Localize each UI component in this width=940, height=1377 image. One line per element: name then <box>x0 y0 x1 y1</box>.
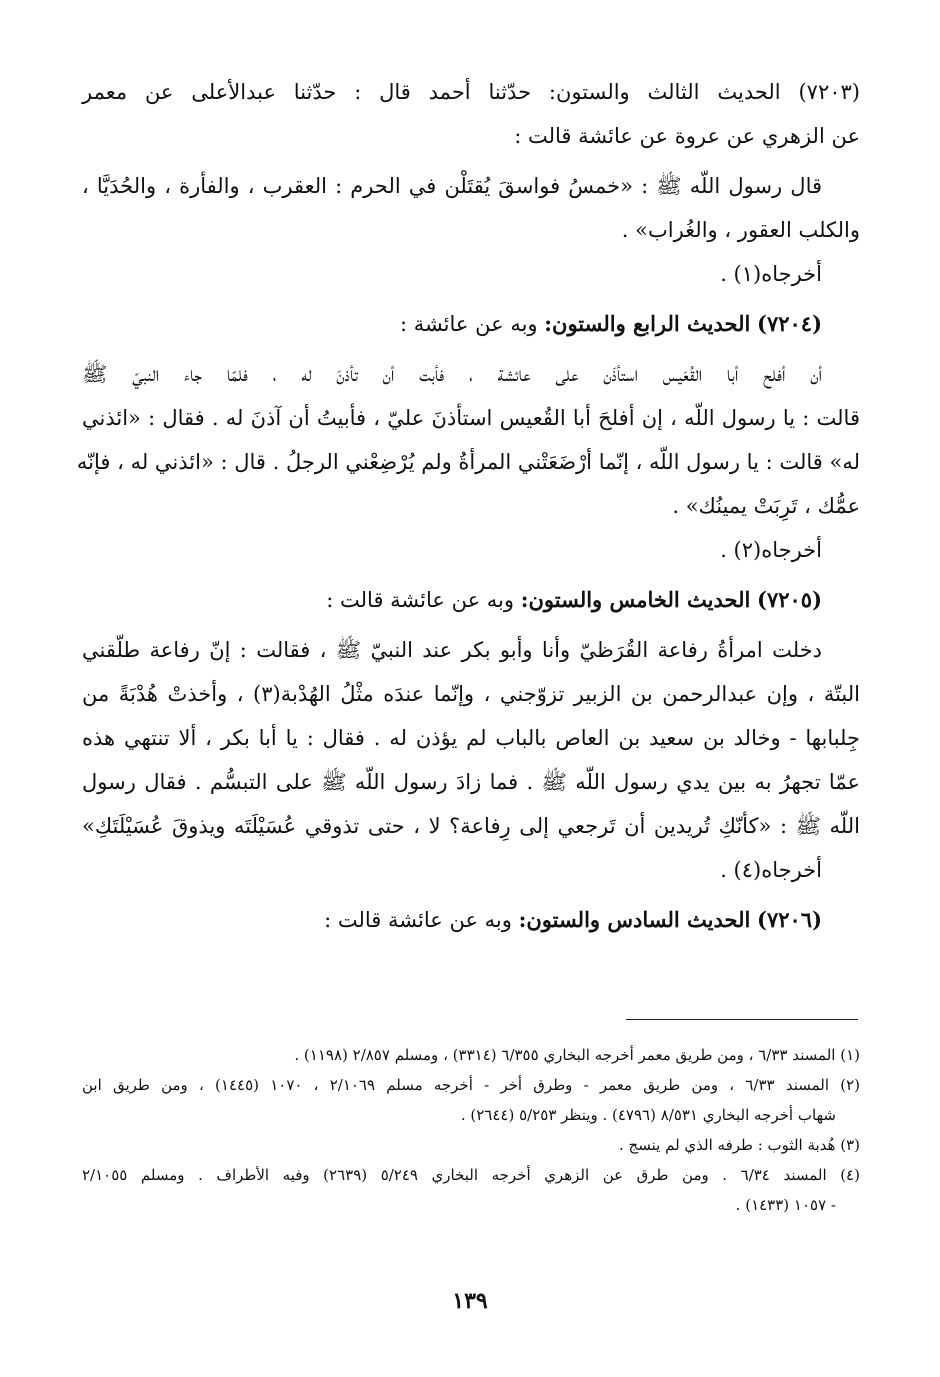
hadith-text-line: أن أفلح أبا القُعَيس استأذَن على عائشة ، فأبت أن تأذنَ له ، فلمّا جاء النبيّ ﷺ <box>82 362 822 386</box>
hadith-number: (٧٢٠٦) <box>757 907 822 932</box>
footnote-4: (٤) المسند ٦/٣٤ . ومن طرق عن الزهري أخرجه البخاري ٥/٢٤٩ (٢٦٣٩) وفيه الأطراف . ومسلم ٢/١٠٥٥ <box>82 1166 860 1184</box>
hadith-text-line: البتّة ، وإن عبدالرحمن بن الزبير تزوّجني ، وإنّما عندَه مثْلُ الهُدْبة(٣) ، وأخذتْ هُدْبَةً من <box>82 682 860 706</box>
footnote-divider <box>626 1019 858 1020</box>
hadith-title: الحديث الثالث والستون: <box>548 80 781 104</box>
footnotes <box>82 1040 860 1220</box>
footnote-2: (٢) المسند ٦/٣٣ ، ومن طريق معمر - وطرق أخر - أخرجه مسلم ٢/١٠٦٩ ، ١٠٧٠ (١٤٤٥) ، ومن طريق ابن <box>82 1076 860 1094</box>
hadith-number: (٧٢٠٣) <box>798 80 860 104</box>
hadith-heading <box>82 578 860 622</box>
hadith-text-line: عمّا تجهرُ به بين يدي رسول اللّه ﷺ . فما زادَ رسول اللّه ﷺ على التبسُّم . فقال رسول <box>82 770 861 794</box>
hadith-7203 <box>82 70 860 296</box>
takhrij: أخرجاه(١) . <box>720 262 822 286</box>
footnote-4-continued: - ١٠٥٧ (١٤٣٣) . <box>735 1196 836 1214</box>
hadith-text-line: عمُّك ، تَرِبَتْ يمينُك» . <box>672 494 860 518</box>
hadith-text-line: قال رسول اللّه ﷺ : «خمسُ فواسقَ يُقتَلْن في الحرم : العقرب ، والفأرة ، والحُدَيَّا ، <box>82 174 822 198</box>
hadith-heading <box>82 70 860 114</box>
hadith-text-line: قالت : يا رسول اللّه ، إن أفلحَ أبا القُعيس استأذنَ عليّ ، فأبيتُ أن آذنَ له . فقال : «ائذني <box>82 406 860 430</box>
hadith-heading <box>82 302 860 346</box>
hadith-title: الحديث السادس والستون: <box>518 907 751 932</box>
footnote-3: (٣) هُدبة الثوب : طرفه الذي لم ينسج . <box>619 1136 860 1154</box>
hadith-title: الحديث الخامس والستون: <box>520 587 751 612</box>
hadith-text-line: والكلب العقور ، والغُراب» . <box>621 218 860 242</box>
hadith-title: الحديث الرابع والستون: <box>544 311 751 336</box>
hadith-heading <box>82 898 860 942</box>
takhrij: أخرجاه(٤) . <box>720 858 822 882</box>
hadith-number: (٧٢٠٥) <box>757 587 822 612</box>
hadith-7206 <box>82 898 860 942</box>
footnote-1: (١) المسند ٦/٣٣ ، ومن طريق معمر أخرجه البخاري ٦/٣٥٥ (٣٣١٤) ، ومسلم ٢/٨٥٧ (١١٩٨) . <box>294 1046 860 1064</box>
hadith-number: (٧٢٠٤) <box>757 311 822 336</box>
footnote-2-continued: شهاب أخرجه البخاري ٨/٥٣١ (٤٧٩٦) . وينظر ٥/٢٥٣ (٢٦٤٤) . <box>460 1106 836 1124</box>
hadith-text-line: دخلت امرأةُ رفاعة القُرَظيّ وأنا وأبو بكر عند النبيّ ﷺ ، فقالت : إنّ رفاعة طلّقني <box>82 638 822 662</box>
hadith-intro: وبه عن عائشة : <box>399 312 538 336</box>
hadith-intro: حدّثنا أحمد قال : حدّثنا عبدالأعلى عن معمر <box>82 80 532 104</box>
page-number: ١٣٩ <box>452 1288 488 1314</box>
hadith-intro: وبه عن عائشة قالت : <box>324 908 512 932</box>
hadith-text-line: اللّه ﷺ : «كأنّكِ تُريدين أن تَرجعي إلى رِفاعة؟ لا ، حتى تذوقي عُسَيْلَتَه ويذوقَ عُسَيْلَتَكِ» <box>82 814 860 838</box>
hadith-intro-continued: عن الزهري عن عروة عن عائشة قالت : <box>514 124 860 148</box>
hadith-7205 <box>82 578 860 892</box>
hadith-text-line: له» قالت : يا رسول اللّه ، إنّما أرْضَعَتْني المرأةُ ولم يُرْضِعْني الرجلُ . قال : «ائذني له ، فإنّه <box>76 450 860 474</box>
takhrij: أخرجاه(٢) . <box>720 538 822 562</box>
hadith-intro: وبه عن عائشة قالت : <box>326 588 515 612</box>
hadith-7204 <box>76 302 860 572</box>
hadith-text-line: جِلبابها - وخالد بن سعيد بن العاص بالباب لم يؤذن له . فقال : يا أبا بكر ، ألا تنتهي هذه <box>82 726 860 750</box>
